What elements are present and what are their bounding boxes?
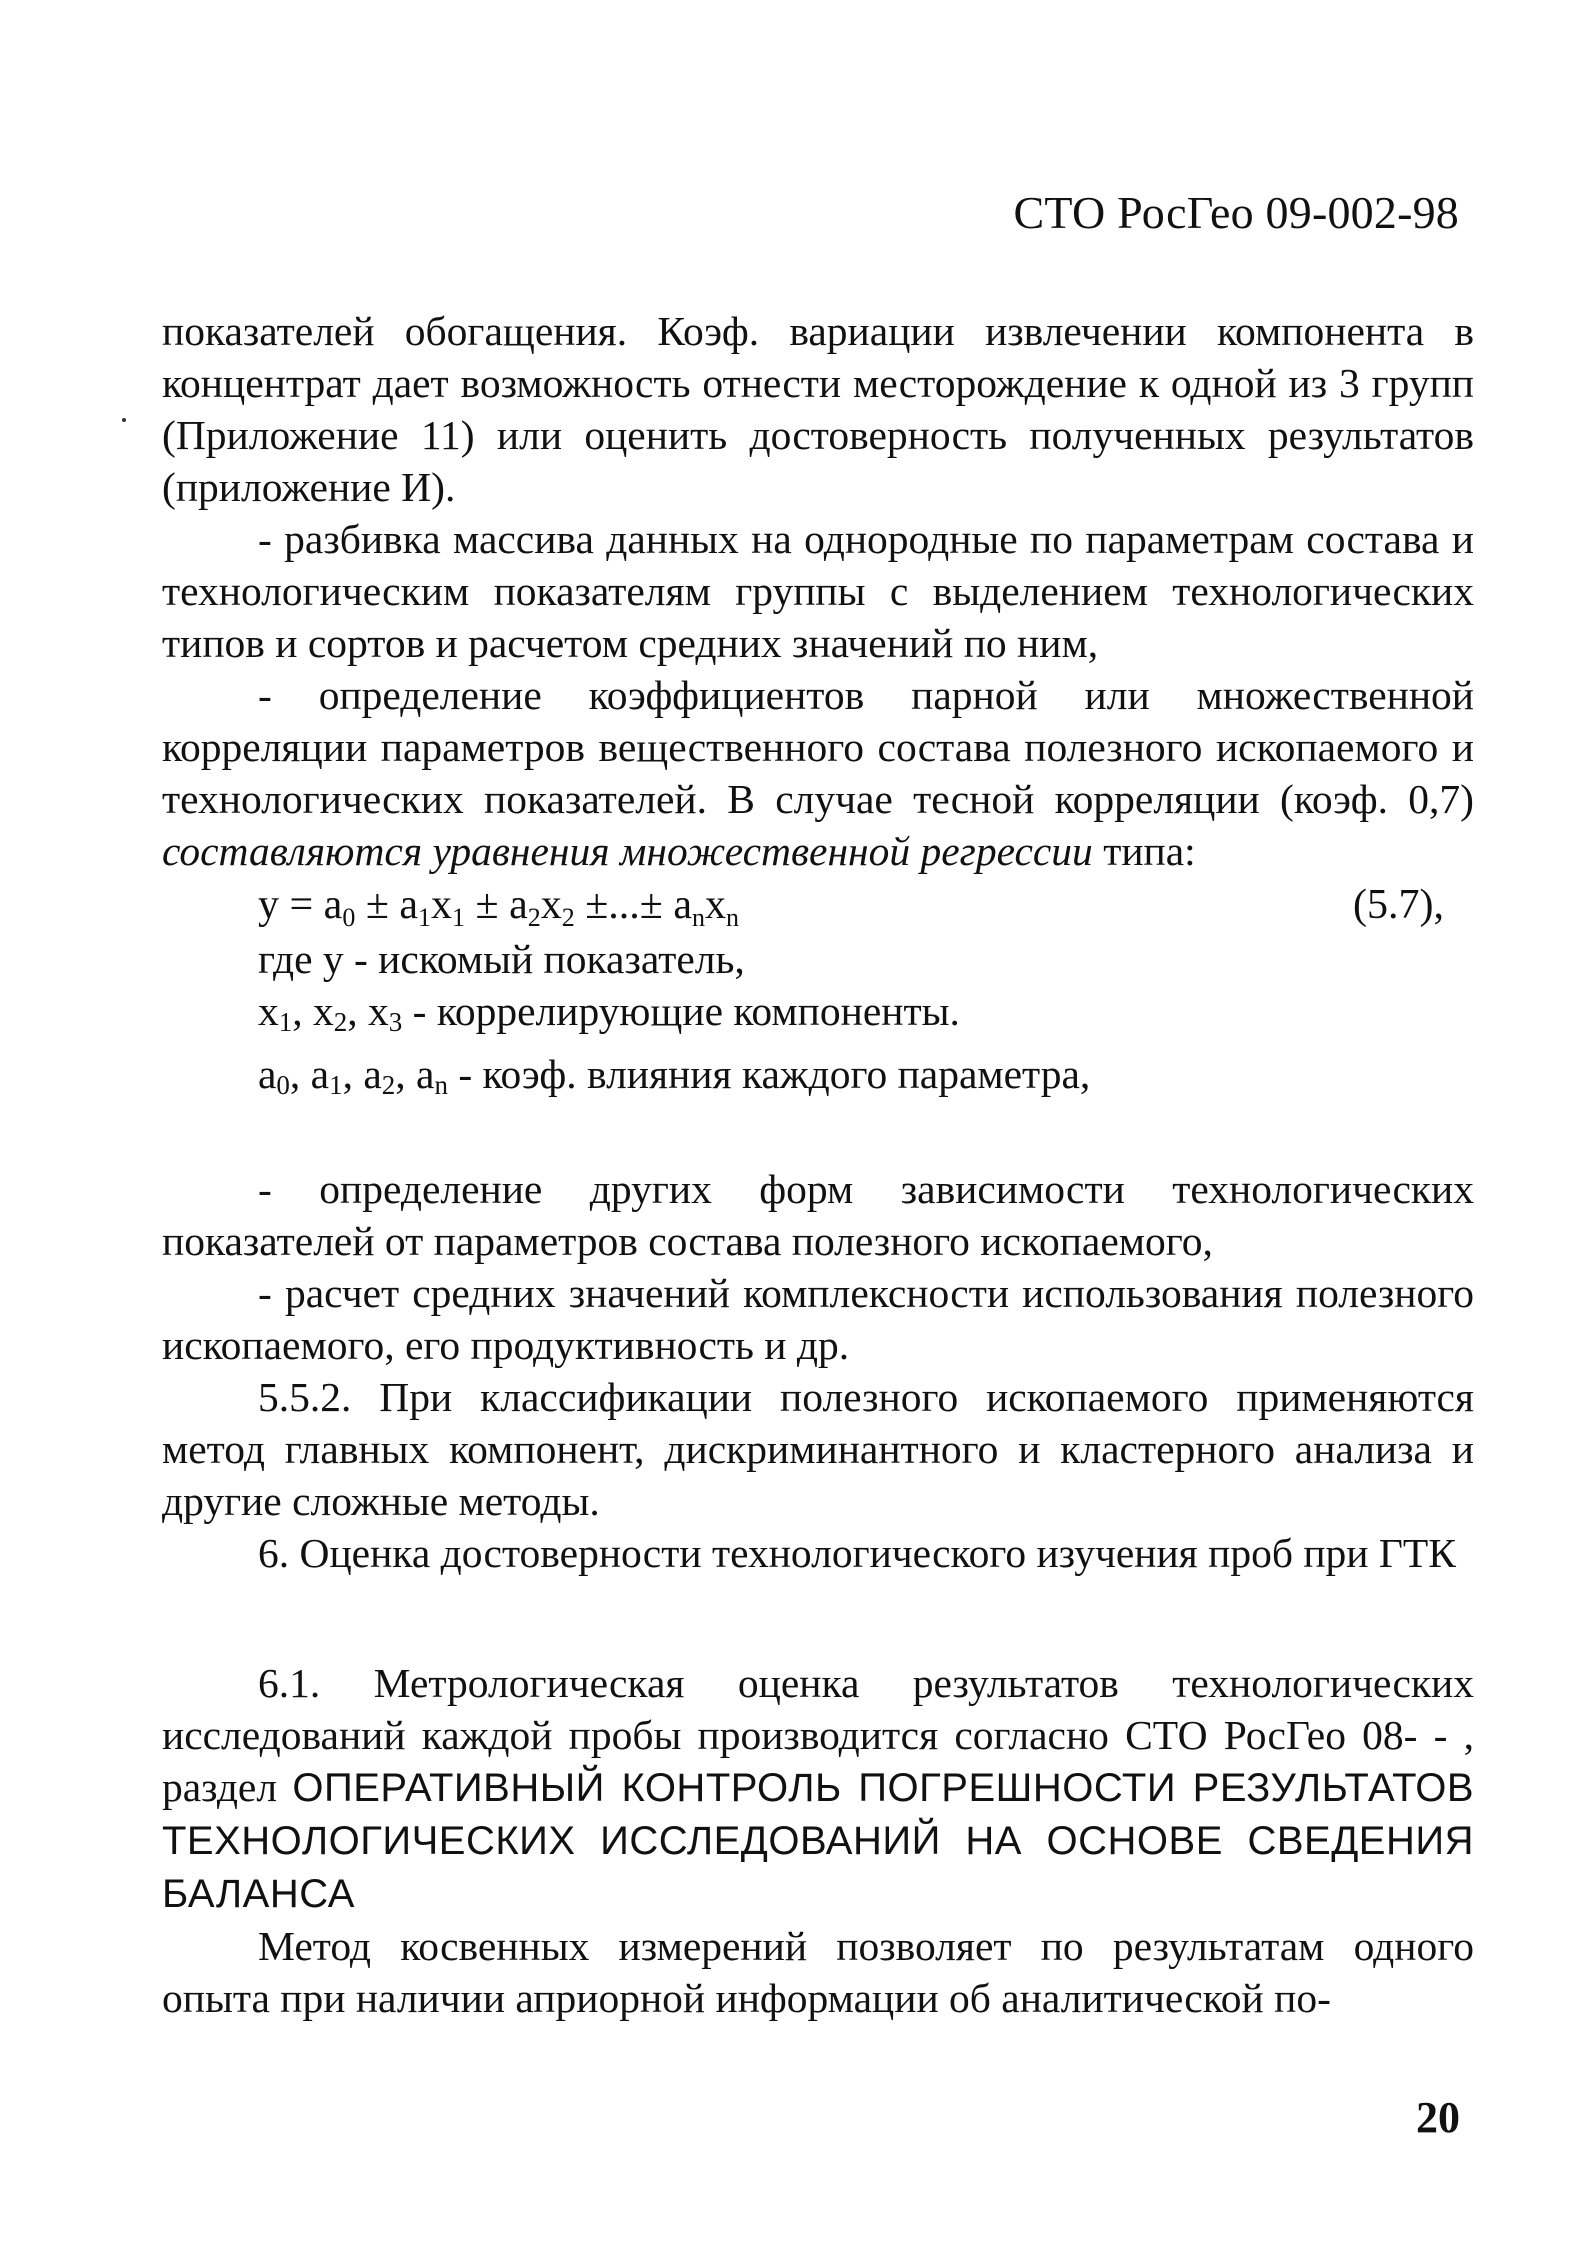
- formula-legend-x: $x_1$, $x_2$, $x_3$ - коррелирующие компоненты.: [258, 988, 960, 1037]
- paragraph-indirect-measurements: Метод косвенных измерений позволяет по результатам одного опыта при наличии априорной информации об аналитической по-: [162, 1923, 1474, 2021]
- paragraph-6-1-text: 6.1. Метрологическая оценка результатов технологических исследований каждой пробы производится согласно СТО РосГео 08- - , раздел: [162, 1660, 1474, 1810]
- paragraph-6-1: [162, 1657, 1474, 1920]
- formula-expression: $у = a_0 \pm a_1x_1 \pm a_2x_2$ ±...± $a_nx_n$: [258, 882, 739, 932]
- document-code-header: СТО РосГео 09-002-98: [1013, 187, 1459, 238]
- formula-legend-y: где у - искомый показатель,: [258, 936, 745, 982]
- section-reference-caps: ОПЕРАТИВНЫЙ КОНТРОЛЬ ПОГРЕШНОСТИ РЕЗУЛЬТАТОВ ТЕХНОЛОГИЧЕСКИХ ИССЛЕДОВАНИЙ НА ОСНОВЕ СВЕДЕНИЯ БАЛАНСА: [162, 1766, 1474, 1916]
- regression-italic-text: составляются уравнения множественной регрессии: [162, 828, 1093, 874]
- paragraph-data-partition: - разбивка массива данных на однородные по параметрам состава и технологическим показателям группы с выделением технологических типов и сортов и расчетом средних значений по ним,: [162, 516, 1474, 666]
- scan-speck: [122, 418, 126, 422]
- paragraph-complexity-average: - расчет средних значений комплексности использования полезного ископаемого, его продуктивность и др.: [162, 1270, 1474, 1368]
- page-number: 20: [1416, 2093, 1460, 2142]
- paragraph-correlation: [162, 669, 1474, 877]
- paragraph-5-5-2: 5.5.2. При классификации полезного ископаемого применяются метод главных компонент, дискриминантного и кластерного анализа и другие сложные методы.: [162, 1374, 1474, 1524]
- regression-formula: [258, 877, 1474, 933]
- formula-number: (5.7),: [1353, 882, 1444, 928]
- section-6-heading: 6. Оценка достоверности технологического изучения проб при ГТК: [258, 1530, 1456, 1576]
- main-text: [162, 305, 1474, 2024]
- correlation-text-end: типа:: [1092, 828, 1196, 874]
- paragraph-enrichment-indicators: показателей обогащения. Коэф. вариации извлечении компонента в концентрат дает возможность отнести месторождение к одной из 3 групп (Приложение 11) или оценить достоверность полученных результатов (приложение И).: [162, 308, 1474, 510]
- paragraph-other-dependencies: - определение других форм зависимости технологических показателей от параметров состава полезного ископаемого,: [162, 1166, 1474, 1264]
- formula-legend-a: $a_0$, $a_1$, $a_2$, $a_n$ - коэф. влияния каждого параметра,: [258, 1051, 1091, 1100]
- correlation-text: - определение коэффициентов парной или множественной корреляции параметров вещественного состава полезного ископаемого и технологических показателей. В случае тесной корреляции (коэф. 0,7): [162, 672, 1474, 822]
